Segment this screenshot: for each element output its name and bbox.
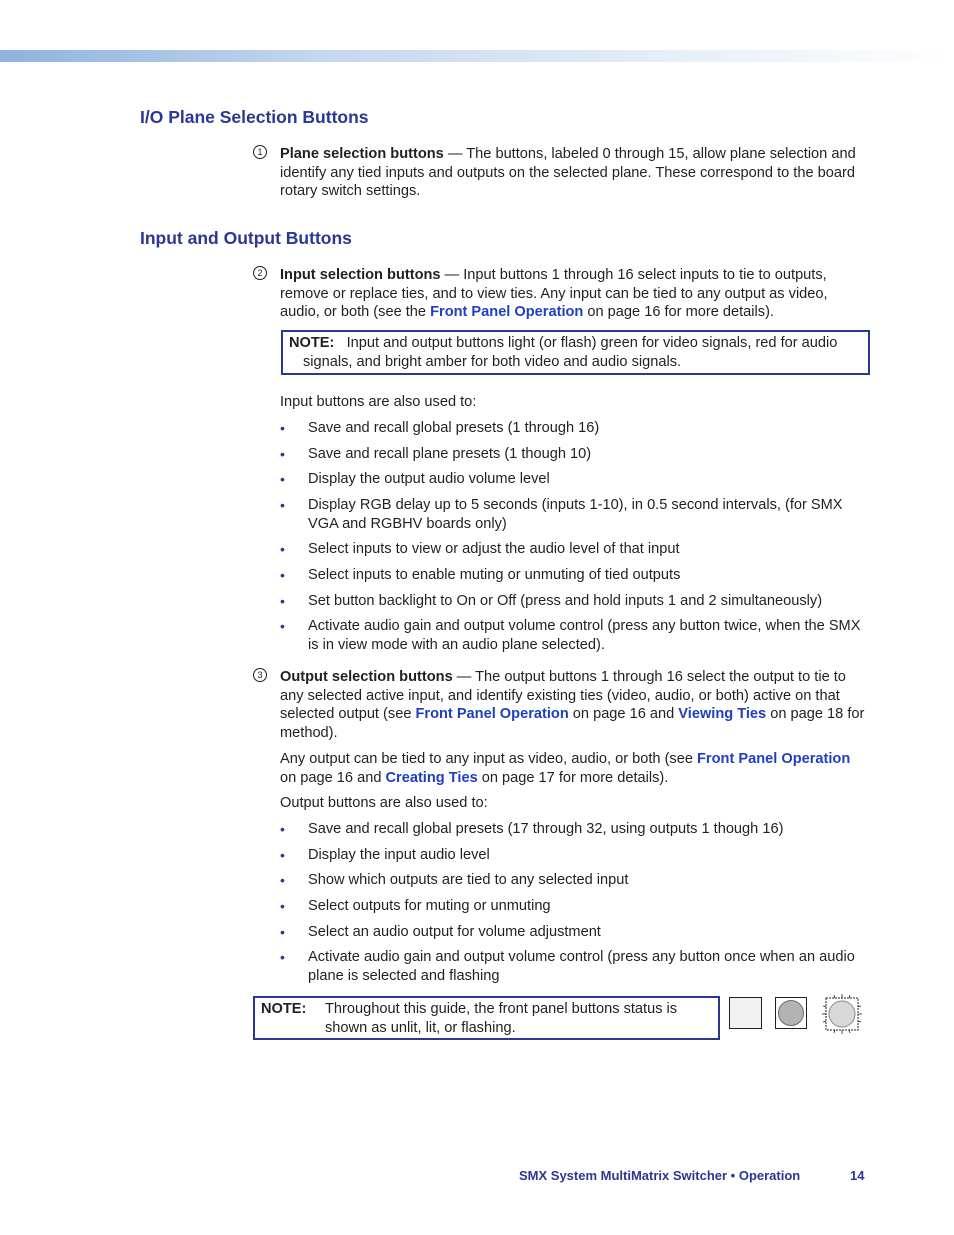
note-label: NOTE: bbox=[289, 335, 335, 351]
bullet-item: • Select outputs for muting or unmuting bbox=[280, 897, 870, 916]
lit-button-disc bbox=[778, 1000, 804, 1026]
output-selection-text-end: on page 18 for method). bbox=[280, 706, 865, 741]
callout-number-2: 2 bbox=[253, 266, 267, 280]
output-uses-list bbox=[280, 820, 870, 993]
front-panel-operation-link[interactable]: Front Panel Operation bbox=[415, 706, 569, 722]
header-gradient-bar bbox=[0, 50, 954, 62]
heading-io-buttons: Input and Output Buttons bbox=[140, 228, 352, 248]
any-output-paragraph bbox=[280, 750, 870, 787]
output-selection-title: Output selection buttons bbox=[280, 669, 453, 685]
front-panel-operation-link[interactable]: Front Panel Operation bbox=[430, 304, 584, 320]
any-output-text-mid: on page 16 and bbox=[280, 769, 386, 786]
flashing-button-icon bbox=[822, 994, 862, 1034]
input-selection-text-end: on page 16 for more details). bbox=[583, 304, 774, 320]
bullet-item: • Select inputs to view or adjust the audio level of that input bbox=[280, 540, 870, 559]
input-selection-paragraph bbox=[280, 266, 870, 322]
input-uses-list bbox=[280, 419, 870, 662]
bullet-item: • Save and recall global presets (1 through 16) bbox=[280, 419, 870, 438]
output-selection-text-mid: on page 16 and bbox=[568, 706, 679, 722]
output-selection-text: — The output buttons 1 through 16 select the output to tie to any selected active input, and identify existing ties (video, audio, or both) active on that selected output (see bbox=[280, 669, 846, 722]
callout-number-3: 3 bbox=[253, 668, 267, 682]
note-box-colors bbox=[281, 330, 870, 375]
bullet-item: • Activate audio gain and output volume control (press any button once when an audio plane is selected and flashing bbox=[280, 948, 870, 985]
input-selection-text: — Input buttons 1 through 16 select inputs to tie to outputs, remove or replace ties, and to view ties. Any input can be tied to any output as video, audio, or both (see the bbox=[280, 267, 828, 320]
any-output-text-end: on page 17 for more details). bbox=[477, 769, 669, 786]
input-also-text: Input buttons are also used to: bbox=[280, 394, 477, 410]
note-label: NOTE: bbox=[261, 1001, 307, 1017]
viewing-ties-link[interactable]: Viewing Ties bbox=[678, 706, 767, 722]
bullet-item: • Activate audio gain and output volume control (press any button twice, when the SMX is in view mode with an audio plane selected). bbox=[280, 617, 870, 654]
note-button-status-text: Throughout this guide, the front panel buttons status is shown as unlit, lit, or flashing. bbox=[325, 1001, 678, 1036]
bullet-item: • Select inputs to enable muting or unmuting of tied outputs bbox=[280, 566, 870, 585]
input-selection-title: Input selection buttons bbox=[280, 267, 441, 283]
output-also-text: Output buttons are also used to: bbox=[280, 795, 488, 811]
front-panel-operation-link[interactable]: Front Panel Operation bbox=[697, 751, 851, 767]
creating-ties-link[interactable]: Creating Ties bbox=[385, 769, 478, 786]
bullet-item: • Display the output audio volume level bbox=[280, 470, 870, 489]
bullet-item: • Display the input audio level bbox=[280, 846, 870, 865]
plane-selection-title: Plane selection buttons bbox=[280, 146, 444, 162]
page-number: 14 bbox=[850, 1168, 865, 1183]
unlit-button-icon bbox=[729, 997, 762, 1029]
callout-number-1: 1 bbox=[253, 145, 267, 159]
bullet-item: • Save and recall global presets (17 through 32, using outputs 1 though 16) bbox=[280, 820, 870, 839]
bullet-item: • Display RGB delay up to 5 seconds (inputs 1-10), in 0.5 second intervals, (for SMX VGA and RGBHV boards only) bbox=[280, 496, 870, 533]
note-box-button-status bbox=[253, 996, 720, 1040]
plane-selection-paragraph bbox=[280, 145, 870, 201]
output-selection-paragraph bbox=[280, 668, 870, 742]
note-colors-text: Input and output buttons light (or flash) green for video signals, red for audio signals, and bright amber for both video and audio signals. bbox=[303, 335, 838, 370]
footer-title: SMX System MultiMatrix Switcher • Operation bbox=[519, 1168, 801, 1183]
heading-io-plane: I/O Plane Selection Buttons bbox=[140, 107, 369, 127]
note-colors-content bbox=[289, 334, 862, 371]
lit-button-icon bbox=[775, 997, 807, 1029]
any-output-text: Any output can be tied to any input as video, audio, or both (see bbox=[280, 751, 698, 767]
bullet-item: • Select an audio output for volume adjustment bbox=[280, 923, 870, 942]
bullet-item: • Set button backlight to On or Off (press and hold inputs 1 and 2 simultaneously) bbox=[280, 592, 870, 611]
plane-selection-text: — The buttons, labeled 0 through 15, allow plane selection and identify any tied inputs and outputs on the selected plane. These correspond to the board rotary switch settings. bbox=[280, 146, 856, 199]
bullet-item: • Save and recall plane presets (1 though 10) bbox=[280, 445, 870, 464]
bullet-item: • Show which outputs are tied to any selected input bbox=[280, 871, 870, 890]
